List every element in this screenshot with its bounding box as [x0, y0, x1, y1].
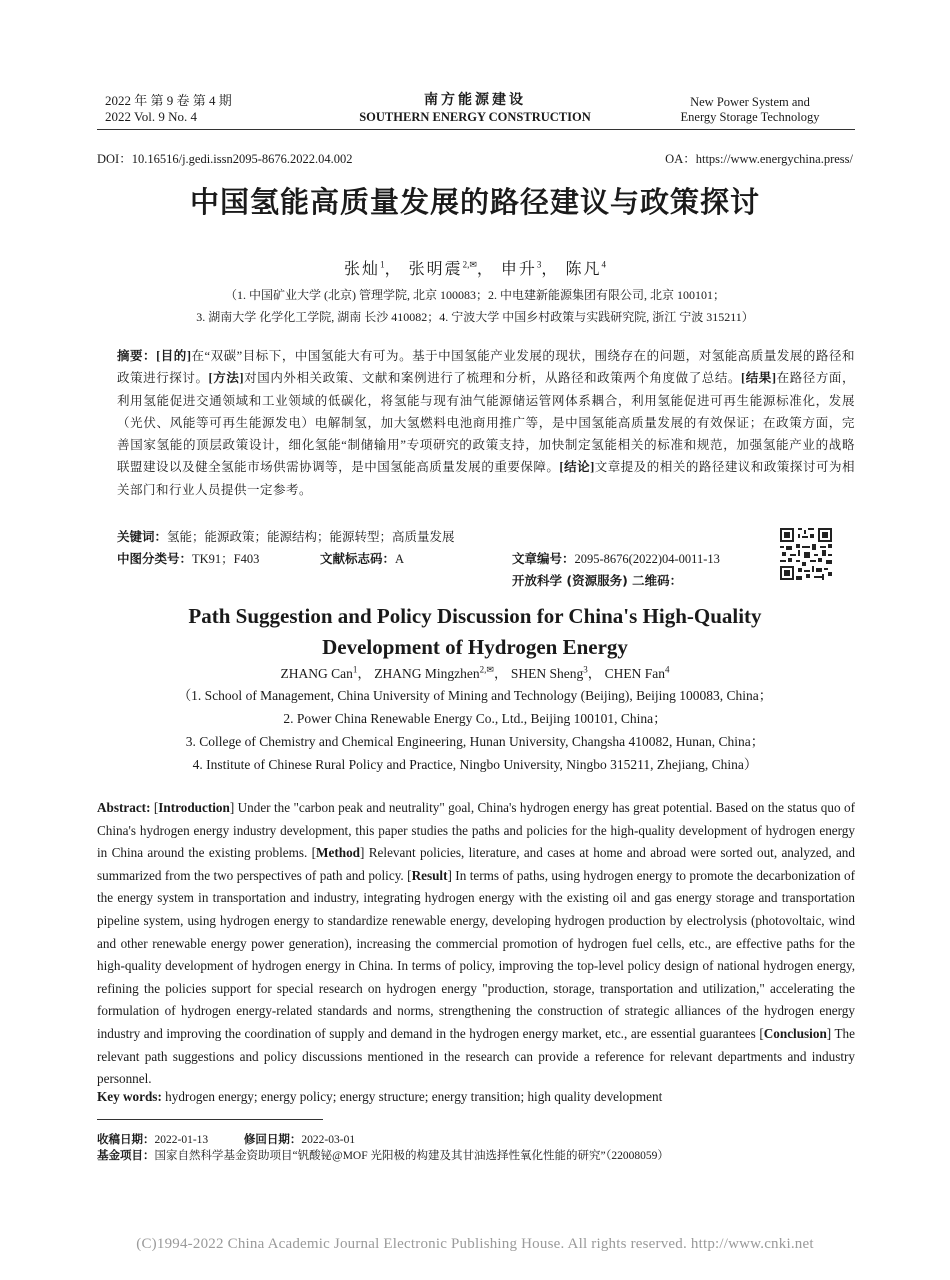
issue-en: 2022 Vol. 9 No. 4	[105, 109, 197, 124]
keywords-en	[97, 1089, 662, 1105]
fund-label: 基金项目：	[97, 1148, 155, 1162]
author-en: SHEN Sheng	[510, 666, 584, 681]
abstract-cn-method: 对国内外相关政策、文献和案例进行了梳理和分析，从路径和政策两个角度做了总结。	[244, 371, 741, 386]
keywords-en-value: hydrogen energy; energy policy; energy structure; energy transition; high quality development	[165, 1089, 663, 1104]
tag-conclusion: [结论]	[559, 460, 595, 475]
footnote-fund	[97, 1147, 669, 1163]
author-en: ZHANG Can	[280, 666, 353, 681]
abstract-cn-conclusion: 文章提及的相关的路径建议和政策探讨可为相关部门和行业人员提供一定参考。	[117, 460, 855, 497]
affiliation-en-line: （1. School of Management, China University of Mining and Technology (Beijing), Beijing 100083, China；	[177, 688, 773, 703]
author-en: ZHANG Mingzhen	[374, 666, 480, 681]
tag-introduction: Introduction	[158, 800, 230, 815]
revised-date: 2022-03-01	[301, 1134, 356, 1146]
author-sup: 4	[601, 259, 606, 270]
document-code	[320, 549, 404, 567]
author-sup: 3	[583, 664, 588, 675]
author-sup: 2,✉	[462, 259, 477, 270]
abstract-en-intro: Under the "carbon peak and neutrality" goal, China's hydrogen energy has great potential. Based on the status quo of China's hydrogen energy industry development, this paper studies the paths and policies for the high-quality development of hydrogen energy in China around the existing problems.	[97, 800, 855, 861]
title-en-line1: Path Suggestion and Policy Discussion for China's High-Quality	[188, 604, 762, 628]
tag-result: [结果]	[741, 371, 777, 386]
author-sup: 3	[536, 259, 542, 270]
title-cn: 中国氢能高质量发展的路径建议与政策探讨	[189, 185, 760, 219]
journal-subtitle	[650, 95, 850, 125]
keywords-cn	[117, 527, 455, 545]
classification-value: TK91；F403	[192, 552, 260, 566]
journal-subtitle-line2: Energy Storage Technology	[680, 110, 820, 124]
journal-subtitle-line1: New Power System and	[690, 95, 810, 109]
abstract-cn-result: 在路径方面，利用氢能促进交通领域和工业领域的低碳化，将氢能与现有油气能源储运管网体系耦合，利用氢能促进可再生能源标准化，发展（光伏、风能等可再生能源发电）电解制氢，加大氢燃料电池商用推广等，是中国氢能高质量发展的有效保证；在政策方面，完善国家氢能的顶层政策设计，细化氢能“制储输用”专项研究的政策支持，加快制定氢能相关的标准和规范，加强氢能产业的战略联盟建设以及健全氢能市场供需协调等，是中国氢能高质量发展的重要保障。	[117, 371, 856, 475]
author-cn: 张灿	[344, 261, 381, 278]
open-access-link[interactable]: OA：https://www.energychina.press/	[665, 152, 853, 166]
keywords-cn-label: 关键词：	[117, 529, 168, 544]
author-sup: 1	[352, 664, 358, 675]
author-cn: 申升	[500, 261, 537, 278]
authors-cn: 张灿$^1$， 张明震$^{2,✉}$， 申升$^3$， 陈凡$^4$	[344, 259, 606, 278]
article-number-value: 2095-8676(2022)04-0011-13	[574, 552, 720, 566]
author-cn: 张明震	[408, 261, 463, 278]
keywords-en-label: Key words:	[97, 1089, 162, 1104]
revised-label: 修回日期：	[243, 1132, 302, 1146]
footnote-divider	[97, 1119, 323, 1120]
received-date: 2022-01-13	[154, 1134, 209, 1146]
abstract-cn-purpose: 在“双碳”目标下，中国氢能大有可为。基于中国氢能产业发展的现状，围绕存在的问题，对氢能高质量发展的路径和政策进行探讨。	[117, 349, 855, 386]
author-cn: 陈凡	[565, 261, 602, 278]
author-sup: 1	[380, 259, 385, 270]
classification-label: 中图分类号：	[117, 551, 193, 566]
document-code-label: 文献标志码：	[320, 551, 396, 566]
author-sup: 2,✉	[479, 664, 494, 675]
journal-issue	[105, 93, 232, 125]
open-science-label: 开放科学 (资源服务) 二维码：	[512, 573, 683, 588]
journal-name-cn: 南方能源建设	[424, 92, 526, 108]
abstract-en-result: In terms of paths, using hydrogen energy to promote the decarbonization of the energy system in transportation and industry, integrating hydrogen energy with the existing oil and gas energy storage and transportation pipeline system, using hydrogen energy to standardize renewable energy, developing hydrogen production by electrolysis (photovoltaic, wind and other renewable energy power generation), increasing the commercial promotion of hydrogen fuel cells, etc., are effective paths for the high-quality development of hydrogen energy in China. In terms of policy, improving the top-level policy design of national hydrogen energy, refining the policies support for special research on hydrogen energy "production, storage, transportation and utilization," accelerating the formulation of hydrogen energy-related standards and norms, strengthening the construction of strategic alliances of the hydrogen energy industry and improving the coordination of supply and demand in the hydrogen energy market, etc., are essential guarantees	[97, 867, 855, 1041]
affiliation-en-line: 3. College of Chemistry and Chemical Engineering, Hunan University, Changsha 410082, Hunan, China；	[185, 734, 765, 749]
abstract-cn	[117, 345, 855, 501]
title-en	[100, 601, 850, 663]
affiliation-cn-line: （1. 中国矿业大学 (北京) 管理学院, 北京 100083；2. 中电建新能源集团有限公司, 北京 100101；	[225, 288, 725, 302]
affiliation-en-line: 2. Power China Renewable Energy Co., Ltd., Beijing 100101, China；	[283, 711, 667, 726]
abstract-cn-label: 摘要：	[117, 348, 157, 363]
fund-text: 国家自然科学基金资助项目“钒酸铋@MOF 光阳极的构建及其甘油选择性氧化性能的研究”（22008059）	[154, 1150, 669, 1162]
doi[interactable]: DOI：10.16516/j.gedi.issn2095-8676.2022.04.002	[97, 152, 353, 166]
qr-code-icon[interactable]	[780, 528, 832, 580]
authors-en: ZHANG Can$^1$， ZHANG Mingzhen$^{2,✉}$， SHEN Sheng$^3$， CHEN Fan$^4$	[280, 664, 670, 681]
abstract-en-method: Relevant policies, literature, and cases at home and abroad were sorted out, analyzed, and summarized from the two perspectives of path and policy.	[97, 845, 855, 883]
article-number	[512, 549, 720, 567]
affiliation-en-line: 4. Institute of Chinese Rural Policy and Practice, Ningbo University, Ningbo 315211, Zhejiang, China）	[192, 757, 758, 772]
tag-method: [方法]	[208, 371, 245, 386]
tag-result-en: Result	[411, 867, 448, 883]
journal-name-en: SOUTHERN ENERGY CONSTRUCTION	[359, 110, 591, 124]
author-en: CHEN Fan	[604, 666, 665, 681]
tag-purpose: [目的]	[156, 349, 192, 363]
tag-method-en: Method	[316, 845, 361, 861]
abstract-en: Abstract: [Introduction] Under the "carbon peak and neutrality" goal, China's hydrogen energy has great potential. Based on the status quo of China's hydrogen energy industry development, this paper studies the paths and policies for the high-quality development of hydrogen energy in China around the existing problems. [Method] Relevant policies, literature, and cases at home and abroad were sorted out, analyzed, and summarized from the two perspectives of path and policy. [Result] In terms of paths, using hydrogen energy to promote the decarbonization of the energy system in transportation and industry, integrating hydrogen energy with the existing oil and gas energy storage and transportation pipeline system, using hydrogen energy to standardize renewable energy, developing hydrogen production by electrolysis (photovoltaic, wind and other renewable energy power generation), increasing the commercial promotion of hydrogen fuel cells, etc., are effective paths for the high-quality development of hydrogen energy in China. In terms of policy, improving the top-level policy design of national hydrogen energy, refining the policies support for special research on hydrogen energy "production, storage, transportation and utilization," accelerating the formulation of hydrogen energy-related standards and norms, strengthening the construction of strategic alliances of the hydrogen energy industry and improving the coordination of supply and demand in the hydrogen energy market, etc., are essential guarantees [Conclusion] The relevant path suggestions and policy discussions mentioned in the research can provide a reference for relevant departments and industry personnel.	[97, 800, 855, 1087]
author-sup: 4	[664, 664, 670, 675]
affiliation-cn-line: 3. 湖南大学 化学化工学院, 湖南 长沙 410082；4. 宁波大学 中国乡村政策与实践研究院, 浙江 宁波 315211）	[196, 310, 754, 324]
classification-number	[117, 549, 259, 567]
journal-masthead	[320, 92, 630, 125]
header-divider	[97, 129, 855, 130]
article-number-label: 文章编号：	[512, 551, 575, 566]
footnote-dates	[97, 1131, 355, 1147]
issue-cn: 2022 年 第 9 卷 第 4 期	[105, 93, 232, 108]
tag-conclusion-en: Conclusion	[763, 1025, 827, 1041]
abstract-en-conclusion: The relevant path suggestions and policy discussions mentioned in the research can provide a reference for relevant departments and industry personnel.	[97, 1025, 855, 1087]
copyright-notice: (C)1994-2022 China Academic Journal Electronic Publishing House. All rights reserved. http://www.cnki.net	[136, 1236, 814, 1252]
abstract-en-label: Abstract:	[97, 800, 151, 815]
title-en-line2: Development of Hydrogen Energy	[322, 635, 628, 659]
document-code-value: A	[395, 552, 405, 566]
keywords-cn-value: 氢能；能源政策；能源结构；能源转型；高质量发展	[167, 530, 455, 544]
received-label: 收稿日期：	[97, 1132, 155, 1146]
